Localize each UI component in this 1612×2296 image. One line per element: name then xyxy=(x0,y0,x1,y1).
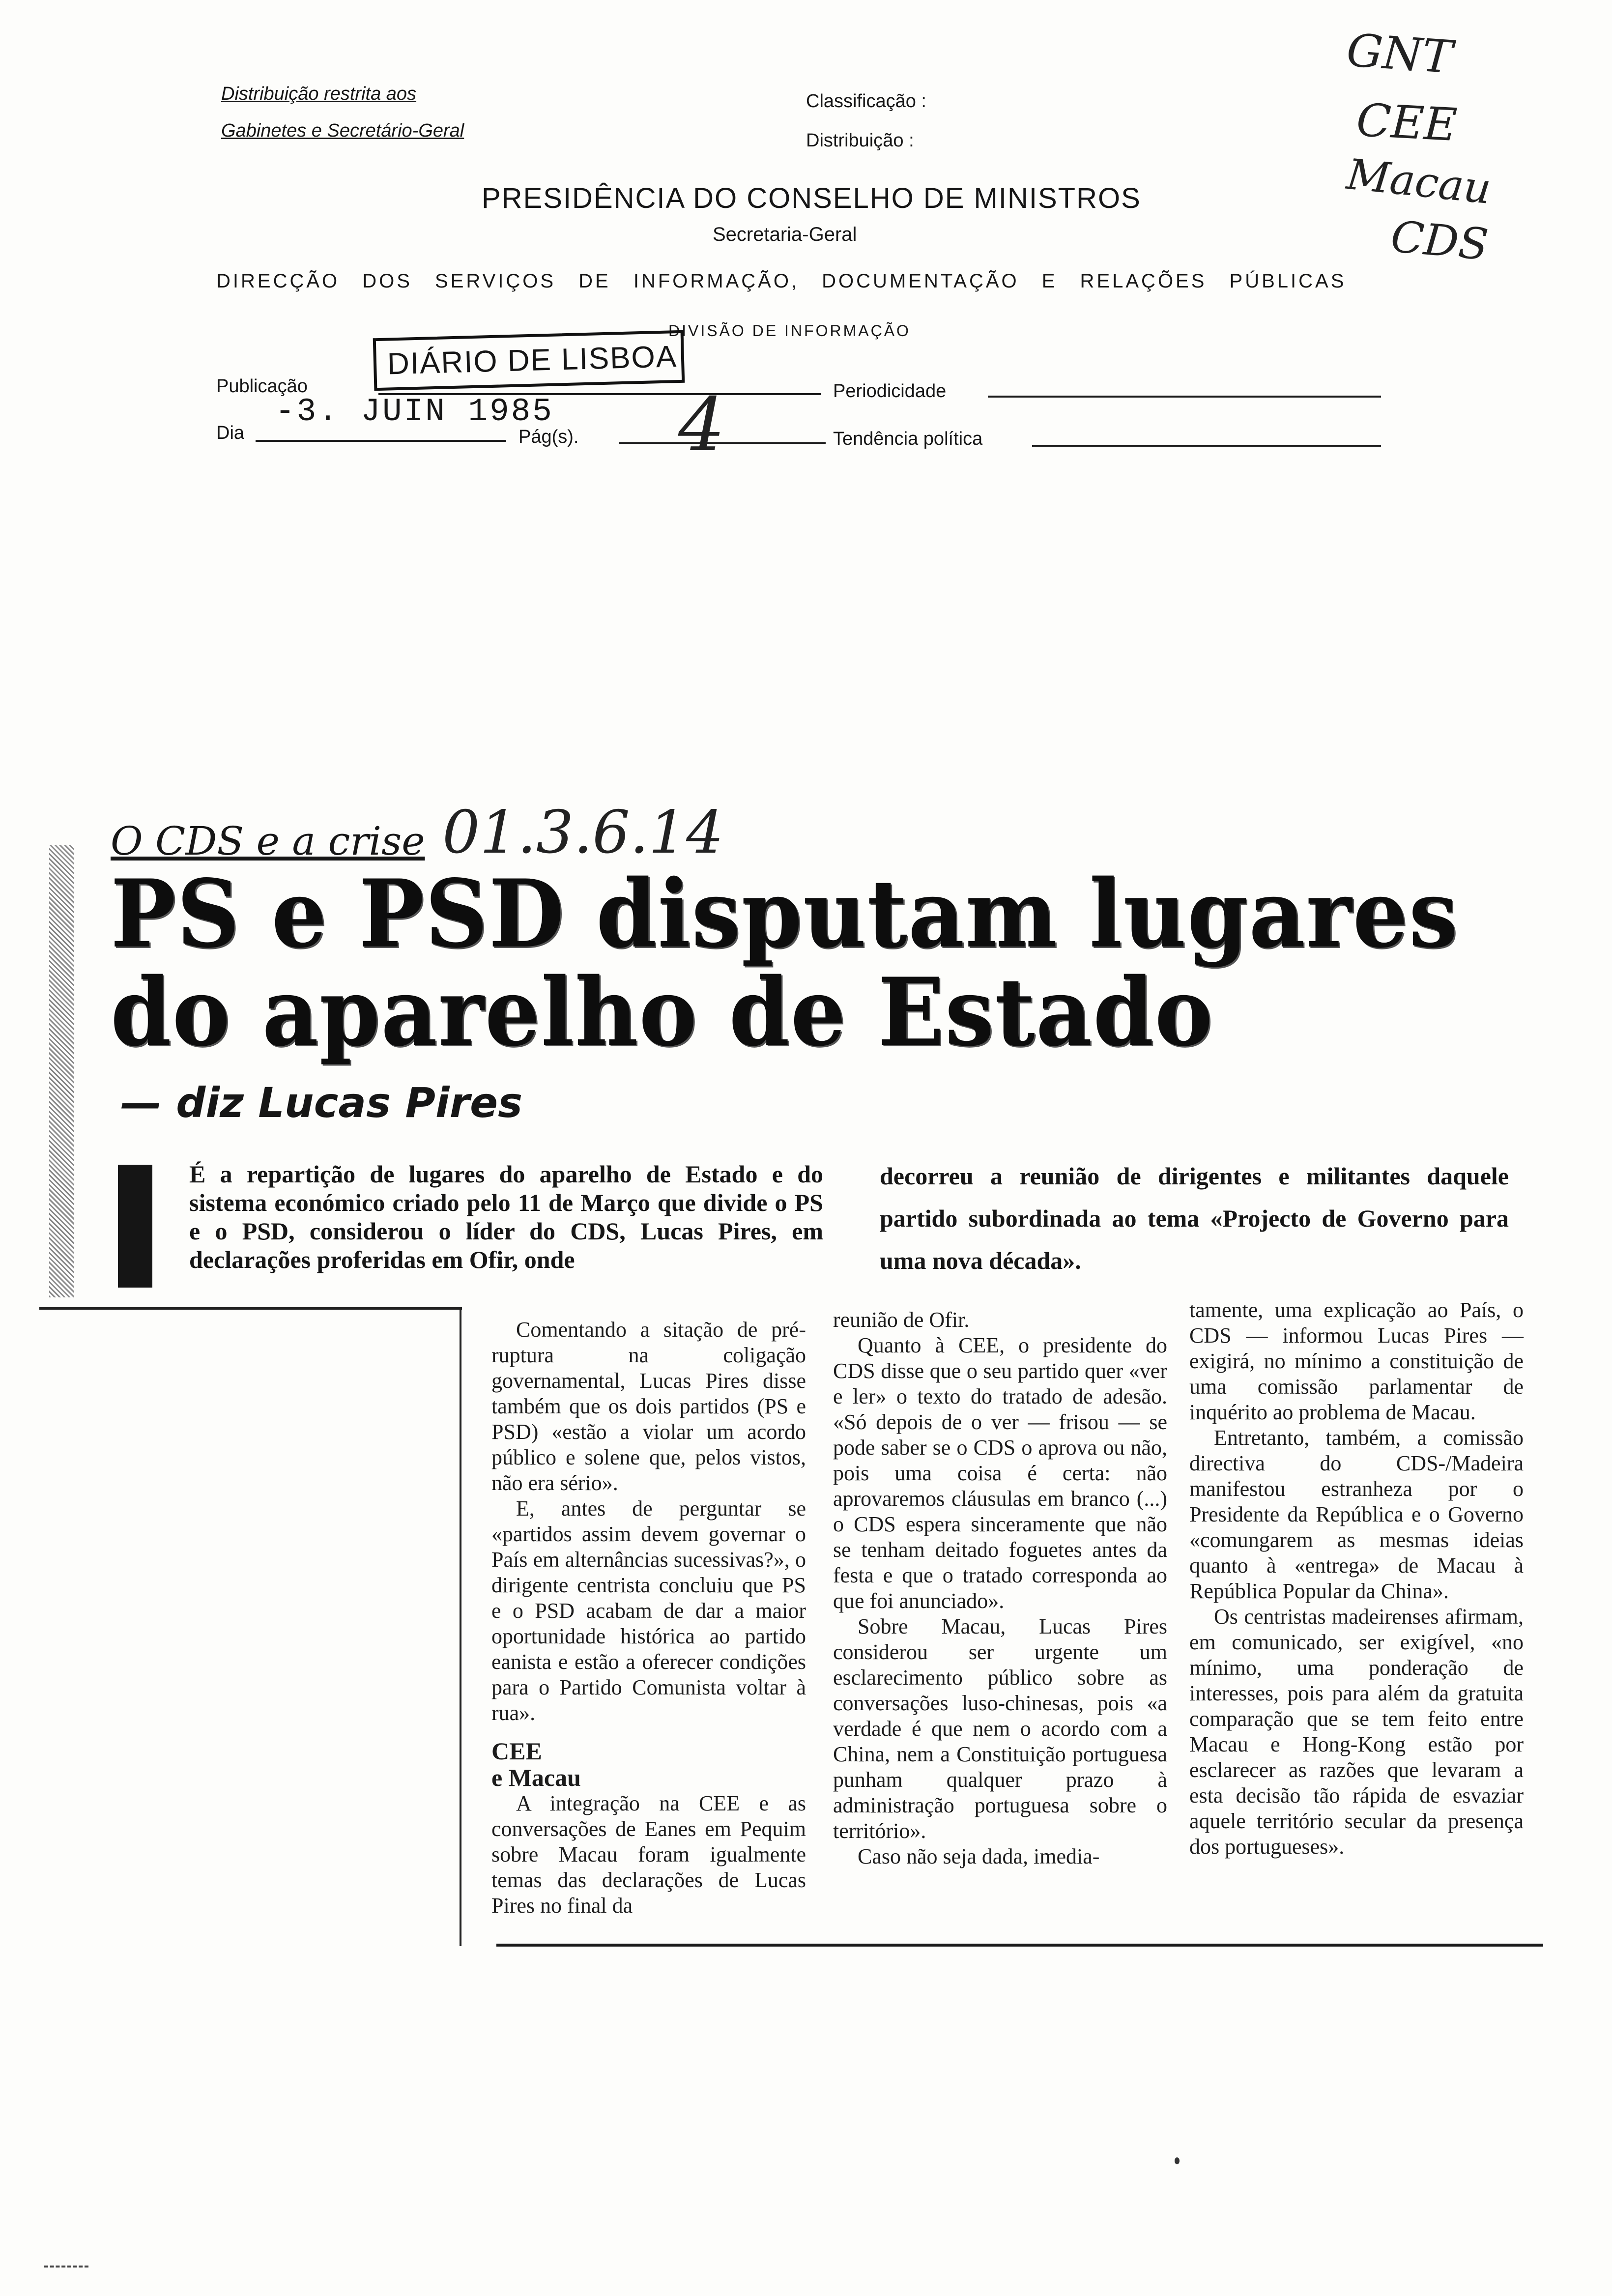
lead-paragraph-left: É a repartição de lugares do aparelho de Estado e do sistema económico criado pelo 11 de Março que divide o PS e o PSD, considerou o líder do CDS, Lucas Pires, em declarações proferidas em Ofir, onde xyxy=(189,1160,823,1273)
lead-paragraph-right: decorreu a reunião de dirigentes e militantes daquele partido subordinada ao tema «Projecto de Governo para uma nova década». xyxy=(880,1162,1509,1274)
col3-paragraph-2: Entretanto, também, a comissão directiva do CDS-/Madeira manifestou estranheza por o Presidente da República e o Governo «comungarem as mesmas ideias quanto à «entrega» de Macau à República Popular da China». xyxy=(1189,1426,1524,1603)
classificacao-label: Classificação : xyxy=(806,91,926,112)
tendencia-label: Tendência política xyxy=(833,429,983,449)
distribuicao-label: Distribuição : xyxy=(806,130,914,151)
halftone-strip xyxy=(49,845,74,1297)
handwritten-note-1: GNT xyxy=(1345,24,1454,84)
page-number-handwritten: 4 xyxy=(678,382,725,468)
restricted-distribution-line1: Distribuição restrita aos xyxy=(221,84,417,104)
drop-cap-i xyxy=(118,1165,152,1288)
clipping-bottom-rule xyxy=(496,1944,1543,1947)
publication-stamp: DIÁRIO DE LISBOA xyxy=(387,340,678,381)
scan-speck xyxy=(1175,2157,1180,2164)
col1-paragraph-2: E, antes de perguntar se «partidos assim devem governar o País em alternâncias sucessivas?», o dirigente centrista concluiu que PS e o PSD acabam de dar a maior oportunidade histórica ao partido eanista e estão a oferecer condições para o Partido Comunista voltar à rua». xyxy=(491,1496,806,1725)
col2-paragraph-3: Sobre Macau, Lucas Pires considerou ser urgente um esclarecimento público sobre as conversações luso-chinesas, pois «a verdade é que nem o acordo com a China, nem a Constituição portuguesa punham qualquer prazo à administração portuguesa sobre o território». xyxy=(833,1614,1167,1843)
column-left-rule xyxy=(460,1307,461,1946)
handwritten-note-2: CEE xyxy=(1355,93,1459,152)
subhead-macau: e Macau xyxy=(491,1764,581,1791)
article-kicker: O CDS e a crise xyxy=(111,818,425,864)
date-stamp: -3. JUIN 1985 xyxy=(275,393,554,430)
col2-paragraph-1: reunião de Ofir. xyxy=(833,1308,970,1332)
secretaria-geral: Secretaria-Geral xyxy=(713,224,857,245)
headline-line2: do aparelho de Estado xyxy=(111,957,1214,1067)
pags-label: Pág(s). xyxy=(518,427,579,447)
handwritten-note-3: Macau xyxy=(1344,149,1494,214)
col2-paragraph-4: Caso não seja dada, imedia- xyxy=(858,1844,1100,1868)
lead-separator-rule xyxy=(39,1307,462,1310)
periodicidade-label: Periodicidade xyxy=(833,381,947,402)
col1-paragraph-3: A integração na CEE e as conversações de Eanes em Pequim sobre Macau foram igualmente temas das declarações de Lucas Pires no final da xyxy=(491,1791,806,1918)
dia-label: Dia xyxy=(216,423,245,443)
subhead-cee: CEE xyxy=(491,1737,542,1765)
divisao-informacao: DIVISÃO DE INFORMAÇÃO xyxy=(668,322,911,340)
publicacao-label: Publicação xyxy=(216,376,308,397)
col3-paragraph-1: tamente, uma explicação ao País, o CDS — informou Lucas Pires — exigirá, no mínimo a constituição de uma comissão parlamentar de inquérito ao problema de Macau. xyxy=(1189,1298,1524,1424)
article-byline: — diz Lucas Pires xyxy=(120,1079,523,1127)
headline-line1: PS e PSD disputam lugares xyxy=(111,859,1459,969)
article-column-3 xyxy=(1189,1297,1524,1860)
publication-stamp-box xyxy=(373,330,685,391)
handwritten-file-number: 01.3.6.14 xyxy=(442,799,724,867)
scan-mark xyxy=(44,2266,88,2270)
periodicidade-line xyxy=(988,396,1381,398)
direccao-servicos: DIRECÇÃO DOS SERVIÇOS DE INFORMAÇÃO, DOCUMENTAÇÃO E RELAÇÕES PÚBLICAS xyxy=(216,270,1347,292)
handwritten-note-4: CDS xyxy=(1388,211,1491,270)
restricted-distribution-line2: Gabinetes e Secretário-Geral xyxy=(221,120,464,141)
presidency-title: PRESIDÊNCIA DO CONSELHO DE MINISTROS xyxy=(482,182,1141,214)
col2-paragraph-2: Quanto à CEE, o presidente do CDS disse que o seu partido quer «ver e ler» o texto do tratado de adesão. «Só depois de o ver — frisou — se pode saber se o CDS o aprova ou não, pois uma coisa é certa: não aprovaremos cláusulas em branco (...) o CDS espera sinceramente que não se tenham deitado foguetes antes da festa e que o tratado corresponda ao que foi anunciado». xyxy=(833,1333,1167,1613)
dia-line xyxy=(256,440,506,442)
tendencia-line xyxy=(1032,445,1381,447)
article-column-1 xyxy=(491,1317,806,1919)
col3-paragraph-3: Os centristas madeirenses afirmam, em comunicado, ser exigível, «no mínimo, uma ponderação de interesses, pois para além da gratuita comparação que se tem feito entre Macau e Hong-Kong estão por esclarecer as razões que levaram a esta decisão tão rápida de esvaziar aquele território secular da presença dos portugueses». xyxy=(1189,1605,1524,1859)
article-column-2 xyxy=(833,1307,1167,1869)
col1-paragraph-1: Comentando a sitação de pré-ruptura na coligação governamental, Lucas Pires disse também que os dois partidos (PS e PSD) «estão a violar um acordo público e solene que, pelos vistos, não era sério». xyxy=(491,1318,806,1495)
